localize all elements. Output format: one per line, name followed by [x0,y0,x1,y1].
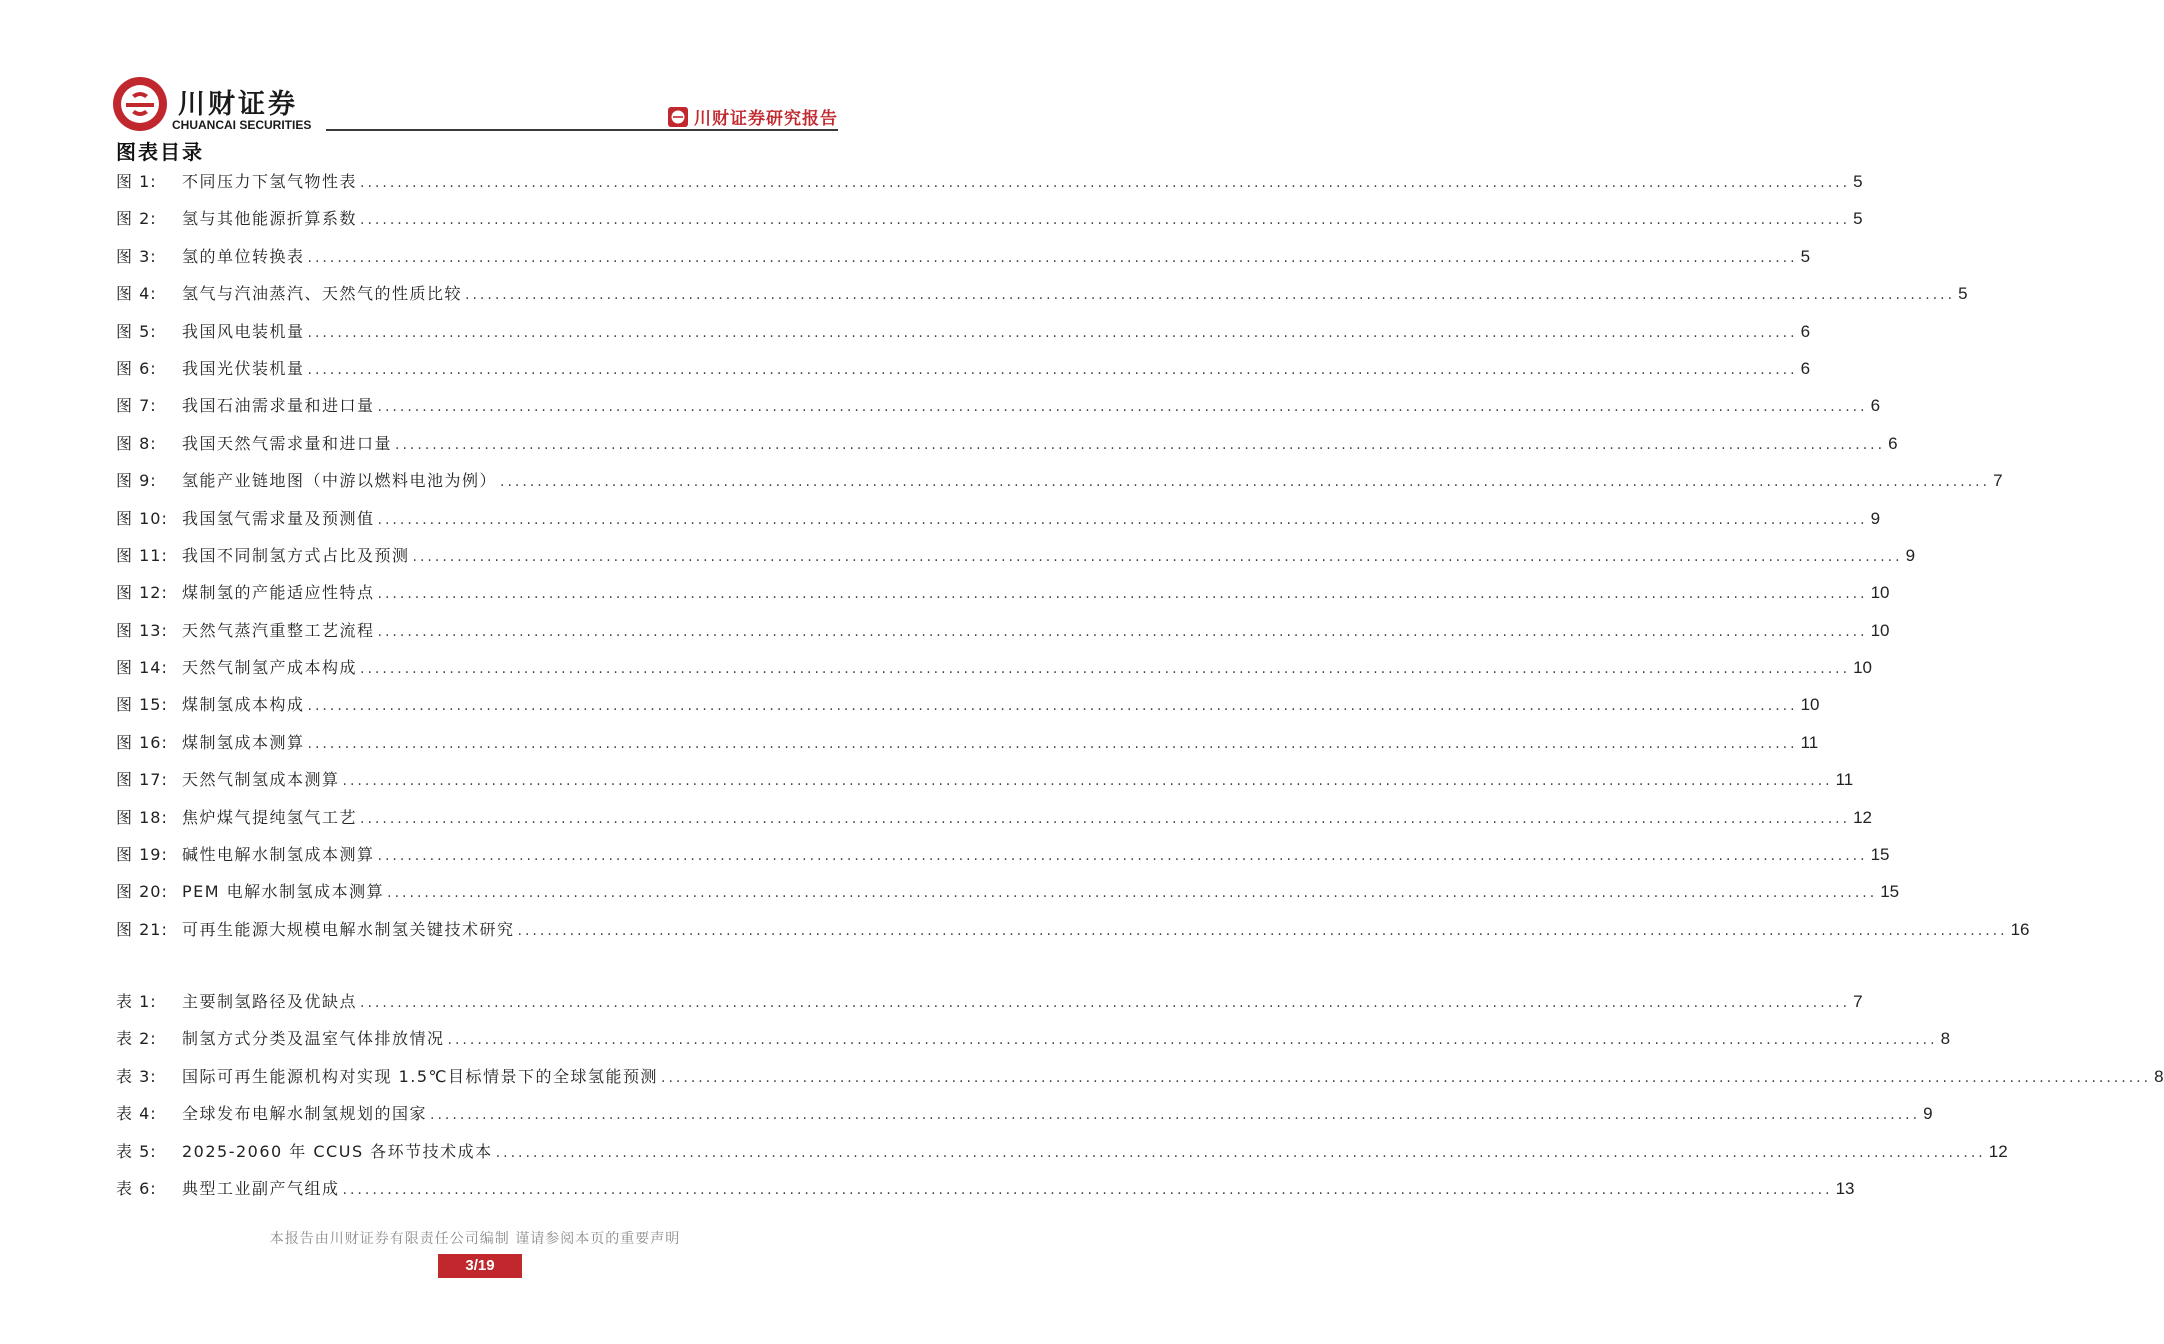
toc-entry-label: 表 2: [116,1029,157,1049]
toc-entry-page: 6 [1800,358,1811,378]
figure-toc-entry[interactable] [116,770,1854,807]
toc-leader-dots: ........................................................................................................................................................................................................ [377,399,1868,416]
toc-entry-page: 10 [1870,583,1890,603]
figure-toc-entry[interactable] [116,358,1811,396]
toc-entry-label: 图 6: [116,358,157,378]
figure-toc-entry[interactable] [116,172,1863,209]
toc-entry-label: 图 5: [116,321,157,341]
toc-entry-page: 6 [1870,396,1881,416]
toc-entry-page: 7 [1993,471,2003,491]
figure-toc-entry[interactable] [116,695,1820,732]
toc-entry-title: 焦炉煤气提纯氢气工艺 [182,807,358,827]
toc-entry-page: 12 [1853,807,1872,827]
table-toc-entry[interactable] [116,1178,1855,1216]
toc-entry-title: 我国风电装机量 [182,321,305,341]
figure-toc-entry[interactable] [116,845,1890,882]
report-label [668,104,838,129]
toc-entry-page: 9 [1923,1104,1933,1124]
toc-entry-label: 图 10: [116,508,168,528]
toc-leader-dots: ........................................................................................................................................................................................................ [360,175,1851,191]
toc-leader-dots: ........................................................................................................................................................................................................ [360,995,1851,1011]
toc-entry-label: 表 1: [116,992,157,1011]
toc-entry-page: 11 [1800,732,1819,752]
toc-entry-title: 煤制氢的产能适应性特点 [182,583,375,603]
toc-entry-title: 我国天然气需求量和进口量 [182,433,393,453]
toc-entry-title: 天然气制氢产成本构成 [182,658,358,678]
footer-disclaimer: 本报告由川财证券有限责任公司编制 谨请参阅本页的重要声明 [269,1231,681,1247]
toc-entry-title: 煤制氢成本测算 [182,732,305,752]
report-logo-icon [668,107,688,127]
figure-toc-entry[interactable] [116,882,1900,919]
toc-leader-dots: ........................................................................................................................................................................................................ [495,1144,1986,1161]
toc-leader-dots: ........................................................................................................................................................................................................ [307,324,1798,341]
toc-leader-dots: ........................................................................................................................................................................................................ [500,474,1991,491]
toc-entry-title: 氢的单位转换表 [182,246,305,266]
toc-entry-label: 表 6: [116,1178,157,1198]
brand-name-cn: 川财证券 [178,89,298,120]
figure-toc-entry[interactable] [116,246,1811,284]
toc-leader-dots: ........................................................................................................................................................................................................ [387,885,1878,902]
toc-entry-page: 16 [2010,919,2030,939]
figure-toc-entry[interactable] [116,284,1968,321]
figure-toc-entry[interactable] [116,807,1872,845]
toc-leader-dots: ........................................................................................................................................................................................................ [465,287,1956,304]
toc-entry-page: 10 [1870,620,1890,640]
toc-entry-title: 天然气蒸汽重整工艺流程 [182,620,375,640]
figure-toc-entry[interactable] [116,732,1819,770]
toc-leader-dots: ........................................................................................................................................................................................................ [395,436,1886,453]
toc-entry-page: 8 [2154,1066,2164,1086]
toc-entry-title: 我国氢气需求量及预测值 [182,508,375,528]
header-divider [326,129,838,131]
toc-leader-dots: ........................................................................................................................................................................................................ [377,848,1868,865]
toc-leader-dots: ........................................................................................................................................................................................................ [360,810,1851,827]
toc-entry-title: 氢气与汽油蒸汽、天然气的性质比较 [182,284,463,304]
toc-entry-page: 6 [1800,321,1811,341]
toc-entry-label: 图 11: [116,545,168,565]
toc-entry-title: PEM 电解水制氢成本测算 [182,882,385,902]
figure-toc-entry[interactable] [116,471,2003,508]
toc-leader-dots: ........................................................................................................................................................................................................ [307,735,1798,752]
toc-entry-label: 图 15: [116,695,168,715]
toc-entry-label: 图 2: [116,209,157,229]
figure-toc-entry[interactable] [116,321,1811,359]
toc-entry-label: 图 3: [116,246,157,266]
figure-toc-entry[interactable] [116,508,1881,546]
report-label-text: 川财证券研究报告 [694,109,838,129]
toc-entry-title: 不同压力下氢气物性表 [182,172,358,191]
toc-entry-page: 10 [1800,695,1820,715]
toc-entry-label: 图 19: [116,845,168,865]
toc-leader-dots: ........................................................................................................................................................................................................ [342,773,1833,790]
toc-entry-label: 图 7: [116,396,157,416]
figure-toc-entry[interactable] [116,919,2030,957]
toc-entry-page: 13 [1835,1178,1855,1198]
toc-leader-dots: ........................................................................................................................................................................................................ [447,1032,1938,1049]
toc-title: 图表目录 [116,140,204,164]
toc-leader-dots: ........................................................................................................................................................................................................ [360,212,1851,229]
toc-entry-page: 10 [1853,658,1872,678]
toc-entry-page: 11 [1835,770,1854,790]
toc-entry-title: 主要制氢路径及优缺点 [182,992,358,1011]
toc-entry-label: 图 9: [116,471,157,491]
company-logo-icon [112,76,168,132]
toc-entry-label: 图 21: [116,919,168,939]
toc-leader-dots: ........................................................................................................................................................................................................ [342,1181,1833,1198]
toc-entry-page: 15 [1870,845,1890,865]
toc-entry-label: 表 3: [116,1066,157,1086]
toc-entry-page: 15 [1880,882,1900,902]
toc-entry-title: 我国石油需求量和进口量 [182,396,375,416]
toc-entry-label: 图 14: [116,658,168,678]
toc-entry-page: 5 [1958,284,1968,304]
figure-toc-entry[interactable] [116,620,1890,658]
table-list [116,992,2164,1216]
toc-entry-page: 5 [1800,246,1811,266]
toc-entry-label: 图 8: [116,433,157,453]
toc-entry-label: 图 4: [116,284,157,304]
toc-entry-label: 图 12: [116,583,168,603]
toc-entry-title: 氢能产业链地图（中游以燃料电池为例） [182,471,498,491]
toc-entry-label: 图 16: [116,732,168,752]
toc-entry-title: 国际可再生能源机构对实现 1.5℃目标情景下的全球氢能预测 [182,1066,659,1086]
toc-leader-dots: ........................................................................................................................................................................................................ [661,1069,2152,1086]
toc-entry-title: 全球发布电解水制氢规划的国家 [182,1104,428,1124]
figure-toc-entry[interactable] [116,209,1863,246]
toc-entry-page: 12 [1988,1141,2008,1161]
table-toc-entry[interactable] [116,1066,2164,1104]
toc-entry-label: 图 17: [116,770,168,790]
toc-entry-page: 7 [1853,992,1863,1011]
toc-leader-dots: ........................................................................................................................................................................................................ [517,922,2008,939]
toc-entry-title: 可再生能源大规模电解水制氢关键技术研究 [182,919,515,939]
toc-entry-page: 8 [1940,1029,1951,1049]
figure-toc-entry[interactable] [116,396,1881,433]
toc-entry-page: 9 [1905,545,1916,565]
toc-leader-dots: ........................................................................................................................................................................................................ [377,511,1868,528]
figure-list [116,172,2030,957]
page-number: 3/19 [438,1254,522,1278]
table-toc-entry[interactable] [116,1104,1933,1141]
toc-entry-page: 5 [1853,172,1863,191]
figure-toc-entry[interactable] [116,433,1898,471]
toc-leader-dots: ........................................................................................................................................................................................................ [307,698,1798,715]
toc-entry-title: 我国不同制氢方式占比及预测 [182,545,410,565]
toc-leader-dots: ........................................................................................................................................................................................................ [307,249,1798,266]
brand-name-en: CHUANCAI SECURITIES [172,118,312,132]
toc-entry-title: 制氢方式分类及温室气体排放情况 [182,1029,445,1049]
toc-entry-label: 图 1: [116,172,157,191]
figure-toc-entry[interactable] [116,583,1890,620]
toc-entry-title: 典型工业副产气组成 [182,1178,340,1198]
toc-entry-title: 碱性电解水制氢成本测算 [182,845,375,865]
toc-leader-dots: ........................................................................................................................................................................................................ [307,361,1798,378]
toc-entry-title: 我国光伏装机量 [182,358,305,378]
toc-leader-dots: ........................................................................................................................................................................................................ [430,1107,1921,1124]
toc-leader-dots: ........................................................................................................................................................................................................ [360,661,1851,678]
toc-entry-page: 9 [1870,508,1881,528]
toc-entry-title: 煤制氢成本构成 [182,695,305,715]
toc-leader-dots: ........................................................................................................................................................................................................ [377,586,1868,603]
toc-entry-label: 图 18: [116,807,168,827]
toc-entry-page: 6 [1888,433,1898,453]
figure-toc-entry[interactable] [116,545,1916,583]
table-toc-entry[interactable] [116,1029,1951,1066]
toc-entry-title: 2025-2060 年 CCUS 各环节技术成本 [182,1141,493,1161]
toc-entry-title: 氢与其他能源折算系数 [182,209,358,229]
figure-toc-entry[interactable] [116,658,1872,695]
toc-entry-title: 天然气制氢成本测算 [182,770,340,790]
table-toc-entry[interactable] [116,992,1863,1029]
table-toc-entry[interactable] [116,1141,2008,1179]
toc-entry-label: 表 5: [116,1141,157,1161]
toc-entry-label: 图 20: [116,882,168,902]
toc-leader-dots: ........................................................................................................................................................................................................ [377,623,1868,640]
toc-entry-label: 图 13: [116,620,168,640]
toc-entry-label: 表 4: [116,1104,157,1124]
toc-leader-dots: ........................................................................................................................................................................................................ [412,548,1903,565]
toc-entry-page: 5 [1853,209,1863,229]
